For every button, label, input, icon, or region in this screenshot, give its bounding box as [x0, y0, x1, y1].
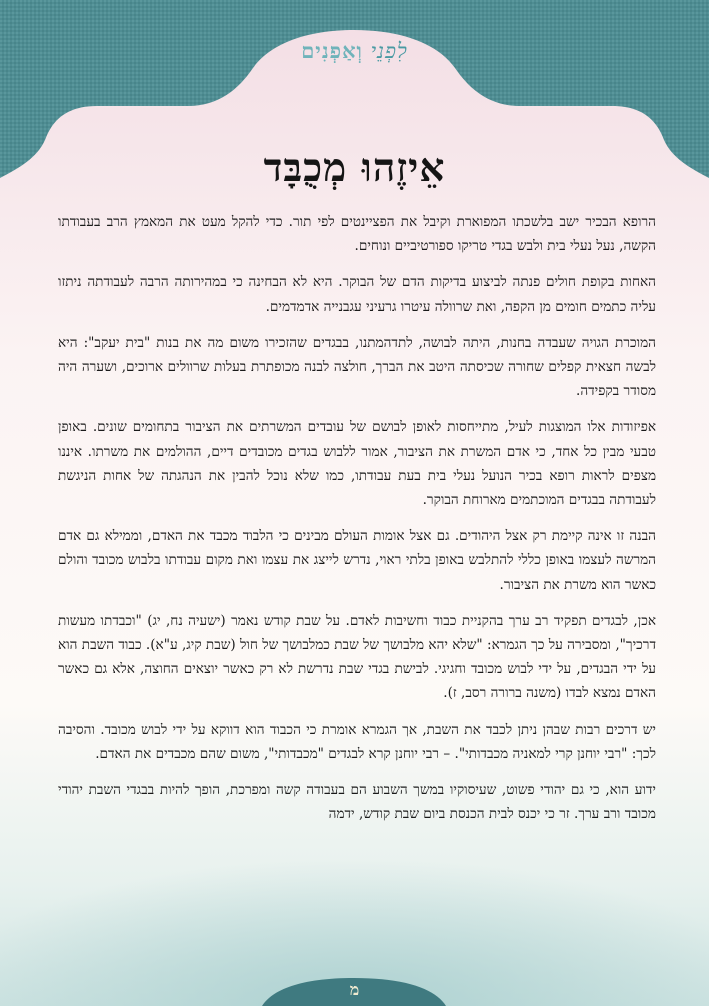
- paragraph: אפיזודות אלו המוצגות לעיל, מתייחסות לאופן לבושם של עובדים המשרתים את הציבור בתחומים שונים. באופן טבעי מבין כל אחד, כי אדם המשרת את הציבור, אמור ללבוש בגדים מכובדים דיים, ההולמים את משרתו. איננו מצפים לראות רופא בכיר הנועל נעלי בית בעת עבודתו, כמו שלא נוכל להבין את הנהגתה של אחות הניגשת לעבודתה בבגדים המוכתמים מארוחת הבוקר.: [58, 419, 656, 509]
- paragraph: הרופא הבכיר ישב בלשכתו המפוארת וקיבל את הפציינטים לפי תור. כדי להקל מעט את המאמץ הרב בעבודתו הקשה, נעל נעלי בית ולבש בגדי טריקו ספורטיביים ונוחים.: [58, 214, 656, 255]
- logo-word-2: וְאַפְנִים: [301, 38, 363, 63]
- paragraph: הבנה זו אינה קיימת רק אצל היהודים. גם אצל אומות העולם מבינים כי הלבוד מכבד את האדם, וממילא גם אדם המרשה לעצמו באופן כללי להתלבש באופן בלתי ראוי, נדרש לייצג את עצמו ואת מקום עבודתו בלבוש מכובד והולם כאשר הוא משרת את הציבור.: [58, 528, 656, 593]
- paragraph: אכן, לבגדים תפקיד רב ערך בהקניית כבוד וחשיבות לאדם. על שבת קודש נאמר (ישעיה נח, יג) "וכבדתו מעשות דרכיך", ומסבירה על כך הגמרא: "שלא יהא מלבושך של שבת כמלבושך של חול (שבת קיג, ע"א). כבוד השבת הוא על ידי הבגדים, על ידי לבוש מכובד וחגיגי. לבישת בגדי שבת נדרשת לא רק כאשר יוצאים החוצה, אלא גם כאשר האדם נמצא לבדו (משנה ברורה רסב, ז).: [58, 612, 656, 702]
- logo-word-1: לִפְנֵי: [370, 39, 408, 63]
- article-body: [58, 210, 656, 838]
- publication-logo: [0, 38, 709, 64]
- paragraph: האחות בקופת חולים פנתה לביצוע בדיקות הדם של הבוקר. היא לא הבחינה כי במהירותה הרבה לעבודתה ניתזו עליה כתמים חומים מן הקפה, ואת שרוולה עיטרו גרעיני עגבנייה אדמדמים.: [58, 274, 656, 315]
- paragraph: יש דרכים רבות שבהן ניתן לכבד את השבת, אך הגמרא אומרת כי הכבוד הוא דווקא על ידי לבוש מכובד. והסיבה לכך: "רבי יוחנן קרי למאניה מכבדותי". – רבי יוחנן קרא לבגדים "מכבדותי", משום שהם מכבדים את האדם.: [58, 721, 656, 762]
- paragraph: ידוע הוא, כי גם יהודי פשוט, שעיסוקיו במשך השבוע הם בעבודה קשה ומפרכת, הופך להיות בבגדי השבת יהודי מכובד ורב ערך. זר כי יכנס לבית הכנסת ביום שבת קודש, ידמה: [58, 782, 656, 823]
- page-number: מ: [349, 980, 360, 999]
- article-title: אֵיזֶהוּ מְכֻבָּד: [263, 145, 446, 191]
- paragraph: המוכרת הגויה שעבדה בחנות, היתה לבושה, לתדהמתנו, בבגדים שהזכירו משום מה את בנות "בית יעקב": היא לבשה חצאית קפלים שחורה שכיסתה היטב את הברך, חולצה לבנה מכופתרת בעלות שרוולים ארוכים, ושערה היה מסודר בקפידה.: [58, 334, 656, 400]
